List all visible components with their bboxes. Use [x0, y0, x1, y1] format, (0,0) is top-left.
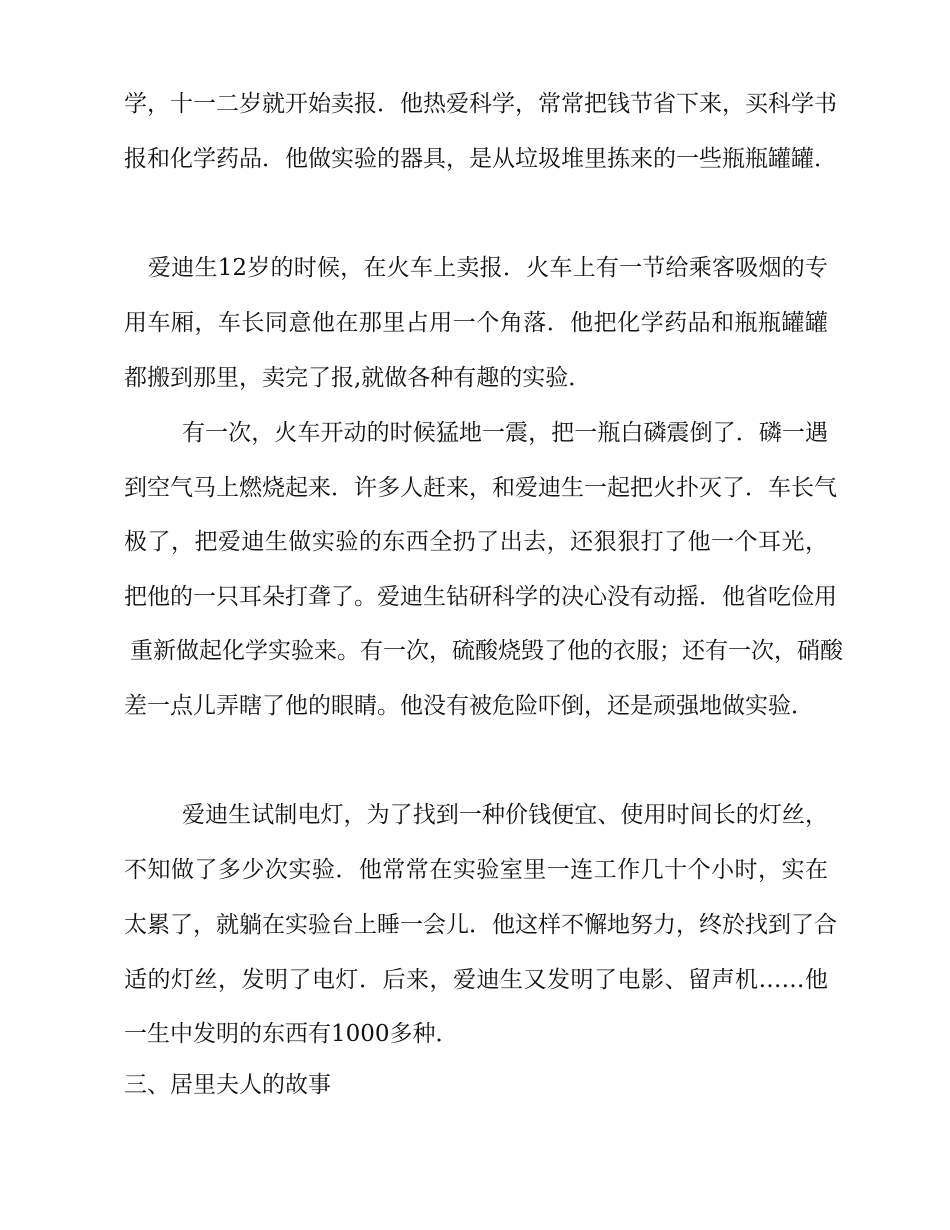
paragraph-3-line-2: 到空气马上燃烧起来．许多人赶来，和爱迪生一起把火扑灭了．车长气 — [124, 475, 837, 501]
paragraph-3-line-6: 差一点儿弄瞎了他的眼睛。他没有被危险吓倒，还是顽强地做实验． — [124, 693, 814, 719]
paragraph-3-line-4: 把他的一只耳朵打聋了。爱迪生钻研科学的决心没有动摇．他省吃俭用 — [124, 584, 837, 610]
paragraph-3-line-3: 极了，把爱迪生做实验的东西全扔了出去，还狠狠打了他一个耳光， — [124, 529, 828, 555]
paragraph-3-line-1: 有一次，火车开动的时候猛地一震，把一瓶白磷震倒了．磷一遇 — [182, 420, 828, 446]
paragraph-4-line-2: 不知做了多少次实验．他常常在实验室里一连工作几十个小时，实在 — [124, 857, 828, 883]
paragraph-2-line-1: 爱迪生12岁的时候，在火车上卖报．火车上有一节给乘客吸烟的专 — [148, 255, 828, 281]
paragraph-2-line-2: 用车厢，车长同意他在那里占用一个角落．他把化学药品和瓶瓶罐罐 — [124, 310, 828, 336]
paragraph-4-line-5: 一生中发明的东西有1000多种． — [124, 1021, 459, 1047]
paragraph-4-line-3: 太累了，就躺在实验台上睡一会儿．他这样不懈地努力，终於找到了合 — [124, 912, 837, 938]
section-heading: 三、居里夫人的故事 — [124, 1072, 331, 1098]
paragraph-1-line-2: 报和化学药品．他做实验的器具，是从垃圾堆里拣来的一些瓶瓶罐罐． — [124, 146, 837, 172]
paragraph-4-line-4: 适的灯丝，发明了电灯．后来，爱迪生又发明了电影、留声机……他 — [124, 967, 828, 993]
paragraph-1-line-1: 学，十一二岁就开始卖报．他热爱科学，常常把钱节省下来，买科学书 — [124, 91, 837, 117]
paragraph-2-line-3: 都搬到那里，卖完了报,就做各种有趣的实验． — [124, 365, 592, 391]
paragraph-4-line-1: 爱迪生试制电灯，为了找到一种价钱便宜、使用时间长的灯丝， — [182, 802, 828, 828]
paragraph-3-line-5: 重新做起化学实验来。有一次，硫酸烧毁了他的衣服；还有一次，硝酸 — [130, 638, 843, 664]
